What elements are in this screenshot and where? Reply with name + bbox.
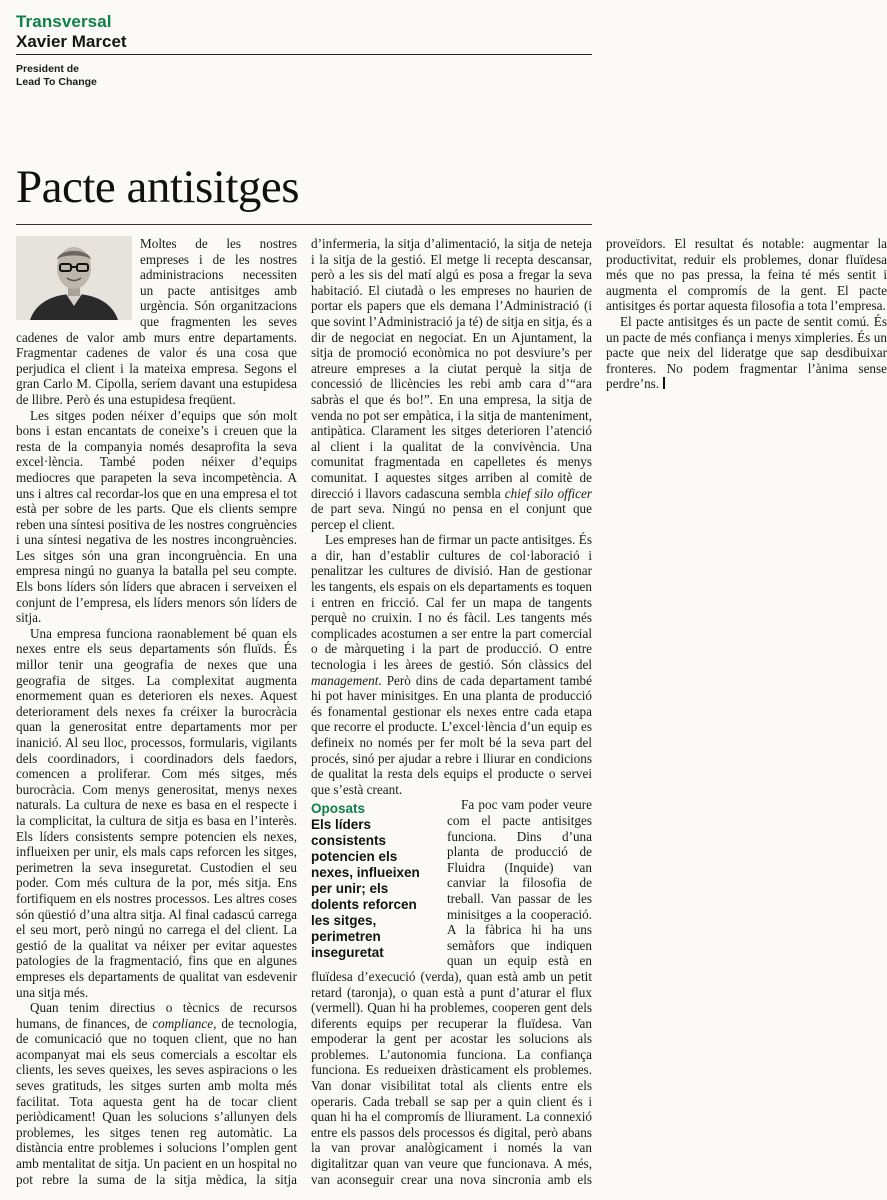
body-paragraph xyxy=(311,532,592,797)
article-body xyxy=(16,236,887,1194)
headline-divider xyxy=(16,224,592,225)
body-text: de part seva. Ningú no pensa en el conjunt que percep el client. xyxy=(311,501,592,532)
pull-quote xyxy=(311,801,437,961)
pull-quote-text: Els líders consistents potencien els nexes, influeixen per unir; els dolents reforcen les sitges, perimetren inseguretat xyxy=(311,817,420,961)
author-role-line: President de xyxy=(16,63,80,75)
body-paragraph: Les sitges poden néixer d’equips que són molt bons i estan encantats de coneixe’s i creuen que la resta de la companyia només desaprofita la seva excel·lència. També poden néixer d’equips mediocres que parapeten la seva incompetència. A uns i altres cal recordar-los que en una empresa el tot està per sobre de les parts. Que els clients sempre reben una síntesi positiva de les nostres congruències i una síntesi negativa de les nostres incongruències. Les sitges són una gran incongruència. En una empresa ningú no guanya la batalla pel seu compte. Els bons líders són líders que abracen i serveixen el conjunt de l’empresa, els líders menors són líders de sitja. xyxy=(16,407,297,626)
column-header xyxy=(16,12,592,88)
body-italic-text: compliance xyxy=(152,1015,214,1031)
body-text: Les empreses han de firmar un pacte antisitges. És a dir, han d’establir cultures de col·laboració i penalitzar les cultures de divisió. Han de gestionar les tangents, els espais on els departaments es toquen i entren en fricció. Cal fer un mapa de tangents perquè no cruixin. I no és fàcil. Les tangents més complicades acostumen a ser entre la part comercial o de màrqueting i la part de producció. O entre tecnologia i les àrees de gestió. Són clàssics del xyxy=(311,532,592,673)
body-italic-text: chief silo officer xyxy=(504,485,592,501)
pull-quote-title: Oposats xyxy=(311,801,366,817)
author-photo xyxy=(16,236,132,320)
body-paragraph: Moltes de les nostres empreses i de les nostres administracions necessiten un pacte antisitges amb urgència. Són organitzacions que fragmenten les seves cadenes de valor amb murs entre departaments. Fragmentar cadenes de valor és una cosa que perjudica el client i la mateixa empresa. Segons el gran Carlo M. Cipolla, seríem davant una estupidesa de llibre. Però és una estupidesa freqüent. xyxy=(16,236,297,407)
author-role-line: Lead To Change xyxy=(16,76,97,88)
body-paragraph xyxy=(606,314,887,392)
headline: Pacte antisitges xyxy=(16,161,300,213)
body-paragraph: Una empresa funciona raonablement bé quan els nexes entre els seus departaments són fluïds. És millor tenir una geografia de nexes que una geografia de sitges. La complexitat augmenta enormement quan es deterioren els nexes. Aquest deteriorament dels nexes fa créixer la burocràcia quan la generositat entre departaments mor per inanició. Al seu lloc, processos, formularis, vigilants dels coordinadors, i coordinadors dels faedors, comencen a proliferar. Com més sitges, més burocràcia. Com menys generositat, menys nexes naturals. La cultura de nexe es basa en el respecte i la complicitat, la cultura de sitja es basa en l’interès. Els líders consistents sempre potencien els nexes, influeixen per unir, els mals caps reforcen les sitges, perimetren la seva inseguretat. Custodien el seu poder. Com més cultura de la por, més sitja. Ens fortifiquem en els nostres processos. Les altres coses són qüestió d’una altra sitja. Al final cadascú carrega el seu mort, però ningú no carrega el del client. La gestió de la qualitat va néixer per evitar aquestes patologies de la fragmentació, fins que en algunes empreses els departaments de qualitat van esdevenir una sitja més. xyxy=(16,625,297,1000)
body-paragraph: Fa poc vam poder veure com el pacte antisitges funciona. Dins d’una planta de producció de Fluidra (Inquide) van canviar la filosofia de treball. Van passar de les minisitges a la cooperació. A la fàbrica hi ha uns semàfors que indiquen quan un equip està en fluïdesa d’execució (verda), quan està amb un petit retard (taronja), o quan està a punt d’aturar el flux (vermell). Quan hi ha problemes, cooperen gent dels diferents equips per recuperar la fluïdesa. Van empoderar la gent per acostar les solucions als problemes. L’autonomia funciona. La confiança funciona. Es redueixen dràsticament els problemes. Van donar visibilitat total als clients entre els operaris. Cada treball se sap per a quin client és i quan hi ha el compromís de lliurament. La connexió entre els passos dels processos és digital, però abans la van provar analògicament i només la van digitalitzar quan van veure que funcionava. A més, van aconseguir crear una nova sincronia amb els proveïdors. El resultat és notable: augmentar la productivitat, reduir els problemes, donar fluïdesa més que no pas pressa, la feina té més sentit i augmenta el compromís de la gent. El pacte antisitges és portar aquesta filosofia a tota l’empresa. xyxy=(311,236,887,1187)
author-role xyxy=(16,63,97,89)
section-label: Transversal xyxy=(16,12,112,31)
body-text: Quan tenim directius o tècnics de recursos humans, de finances, de xyxy=(16,1000,297,1031)
body-text: , de tecnologia, de comunicació que no toquen client, que no han acompanyat mai els seus comercials a escoltar els clients, les seves queixes, les seves aspiracions o les seves gratituds, les sitges surten amb molta més facilitat. Tota aquesta gent ha de tocar client periòdicament! Quan les solucions s’allunyen dels problemes, les sitges tenen reg automàtic. La distància entre problemes i solucions l’omplen gent amb mentalitat de sitja. Un pacient en un hospital no pot rebre la suma de la sitja mèdica, la sitja d’infermeria, la sitja d’alimentació, la sitja de neteja i la sitja de la gestió. El metge li recepta descansar, però a les sis del matí algú es posa a fregar la seva habitació. El ciutadà o les empreses no haurien de portar els papers que els demana l’Administració (i que sovint l’Administració ja té) de sitja en sitja, és a dir de negociat en negociat. En un Ajuntament, la sitja de promoció econòmica no pot desviure’s per atreure empreses a la ciutat perquè la sitja de concessió de llicències les rebi amb cara d’“ara sabràs el que és bo!”. En una empresa, la sitja de venda no pot ser empàtica, i la sitja de manteniment, antipàtica. Clarament les sitges deterioren l’atenció al client i la qualitat de la convivència. Una comunitat fragmentada en capelletes és menys comunitat. I aquestes sitges arriben al comitè de direcció i llavors cadascuna sembla xyxy=(16,236,592,1187)
end-mark-icon xyxy=(663,377,665,389)
body-text: El pacte antisitges és un pacte de sentit comú. És un pacte de més confiança i menys ximpleries. És un pacte que neix del lideratge que sap desdibuixar fronteres. No podem fragmentar l’ànima sense perdre’ns. xyxy=(606,313,887,392)
body-text: . Però dins de cada departament també hi pot haver minisitges. En una planta de producció és fonamental gestionar els nexes entre cada etapa que recorre el producte. L’excel·lència d’un equip es defineix no només per fer molt bé la seva part del procés, sinó per ajudar a rebre i lliurar en condicions de qualitat la resta dels equips el producte o servei que s’està creant. xyxy=(311,672,592,797)
author-portrait-image xyxy=(16,236,132,320)
header-divider xyxy=(16,54,592,55)
body-italic-text: management xyxy=(311,672,379,688)
author-name: Xavier Marcet xyxy=(16,32,127,51)
